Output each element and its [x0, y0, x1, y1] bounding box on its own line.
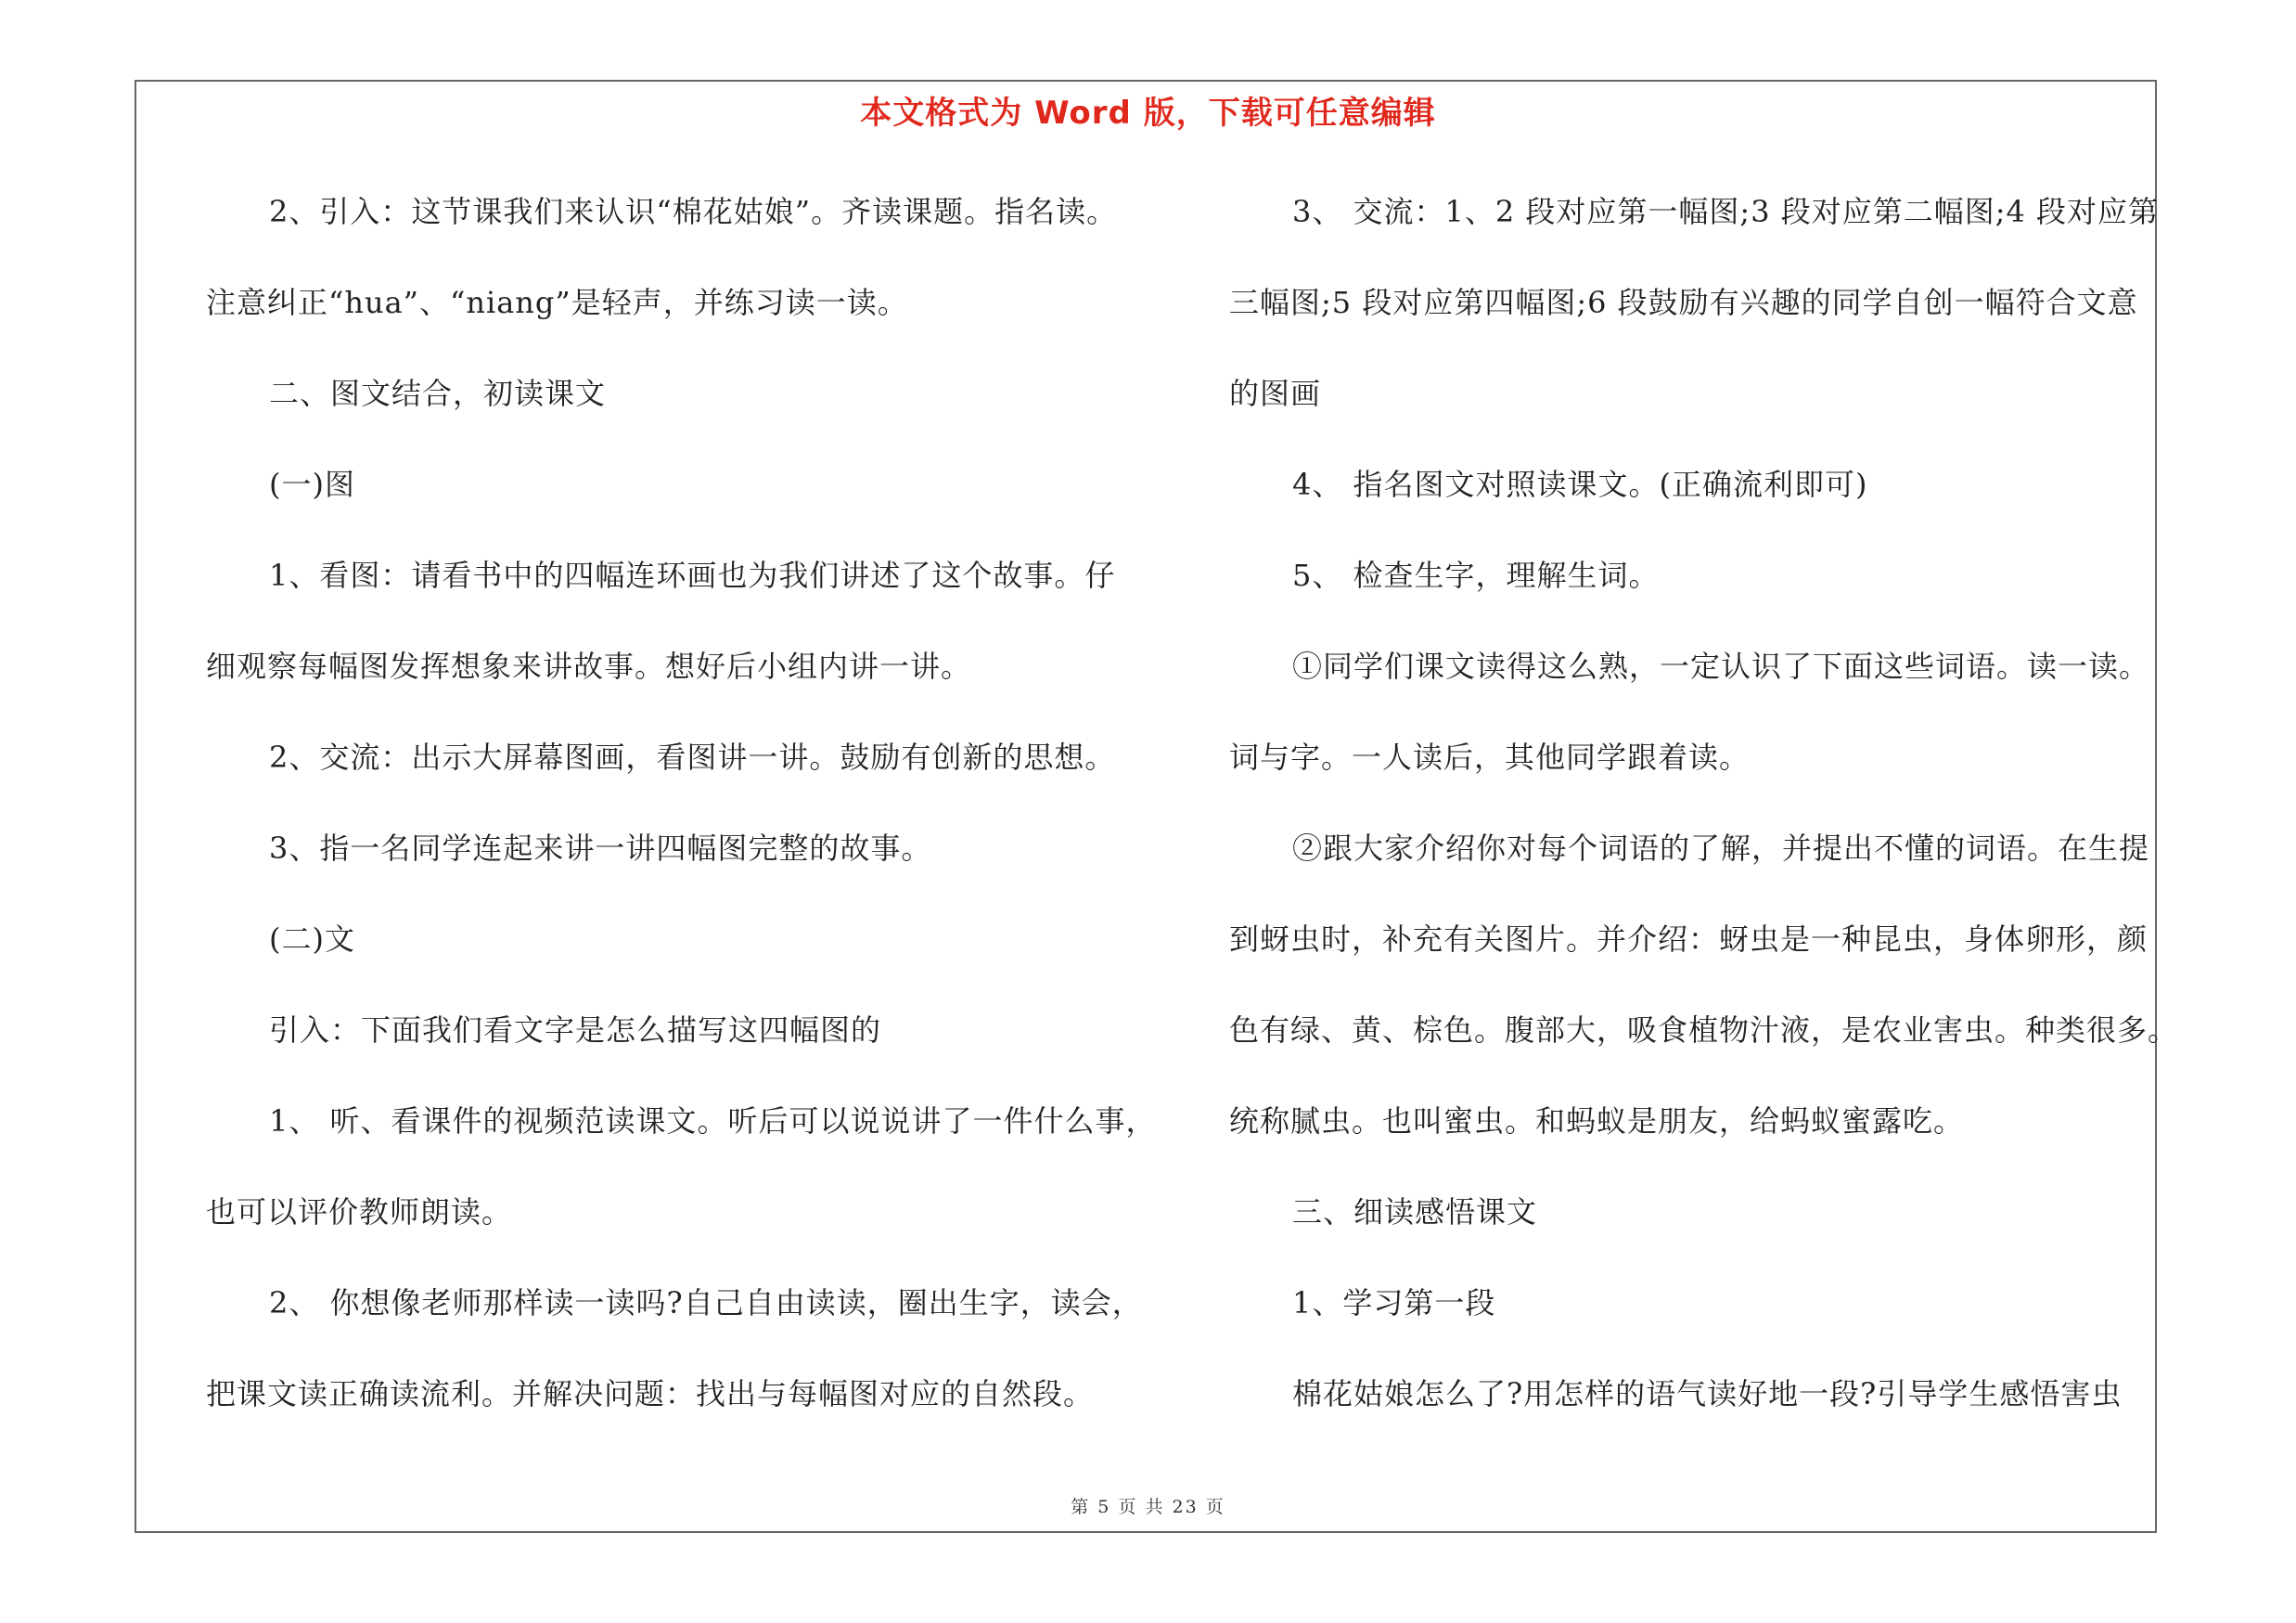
text-line: 5、 检查生字，理解生词。	[1292, 558, 1660, 593]
text-line: ①同学们课文读得这么熟，一定认识了下面这些词语。读一读。	[1292, 649, 2150, 684]
text-line: 棉花姑娘怎么了?用怎样的语气读好地一段?引导学生感悟害虫	[1292, 1376, 2123, 1411]
text-line: 也可以评价教师朗读。	[206, 1194, 513, 1230]
text-line: 的图画	[1229, 376, 1322, 411]
text-line: 1、学习第一段	[1292, 1285, 1496, 1320]
text-line: 4、 指名图文对照读课文。(正确流利即可)	[1292, 467, 1868, 502]
text-line: (一)图	[269, 467, 355, 502]
text-line: 2、 你想像老师那样读一读吗?自己自由读读，圈出生字，读会，	[269, 1285, 1143, 1320]
text-line: 三、细读感悟课文	[1292, 1194, 1538, 1230]
text-line: 1、 听、看课件的视频范读课文。听后可以说说讲了一件什么事，	[269, 1103, 1157, 1139]
text-line: 统称腻虫。也叫蜜虫。和蚂蚁是朋友，给蚂蚁蜜露吃。	[1229, 1103, 1965, 1139]
text-line: 引入：下面我们看文字是怎么描写这四幅图的	[269, 1012, 882, 1048]
word-format-banner: 本文格式为 Word 版，下载可任意编辑	[860, 95, 1436, 132]
text-line: 到蚜虫时，补充有关图片。并介绍：蚜虫是一种昆虫，身体卵形，颜	[1229, 921, 2148, 957]
text-line: 细观察每幅图发挥想象来讲故事。想好后小组内讲一讲。	[206, 649, 972, 684]
text-line: 注意纠正“hua”、“niang”是轻声，并练习读一读。	[206, 285, 908, 320]
text-line: 把课文读正确读流利。并解决问题：找出与每幅图对应的自然段。	[206, 1376, 1095, 1411]
page-number-footer: 第 5 页 共 23 页	[1071, 1497, 1225, 1517]
text-line: 3、 交流：1、2 段对应第一幅图;3 段对应第二幅图;4 段对应第	[1292, 194, 2160, 229]
text-line: 二、图文结合，初读课文	[269, 376, 607, 411]
text-line: 色有绿、黄、棕色。腹部大，吸食植物汁液，是农业害虫。种类很多。	[1229, 1012, 2179, 1048]
text-line: 2、引入：这节课我们来认识“棉花姑娘”。齐读课题。指名读。	[269, 194, 1118, 229]
left-text-column	[206, 182, 1157, 1455]
text-line: (二)文	[269, 921, 355, 957]
text-line: 3、指一名同学连起来讲一讲四幅图完整的故事。	[269, 831, 932, 866]
text-line: 1、看图：请看书中的四幅连环画也为我们讲述了这个故事。仔	[269, 558, 1116, 593]
right-text-column	[1229, 182, 2179, 1455]
text-line: 2、交流：出示大屏幕图画，看图讲一讲。鼓励有创新的思想。	[269, 740, 1116, 775]
text-line: 三幅图;5 段对应第四幅图;6 段鼓励有兴趣的同学自创一幅符合文意	[1229, 285, 2138, 320]
text-line: 词与字。一人读后，其他同学跟着读。	[1229, 740, 1751, 775]
text-line: ②跟大家介绍你对每个词语的了解，并提出不懂的词语。在生提	[1292, 831, 2150, 866]
